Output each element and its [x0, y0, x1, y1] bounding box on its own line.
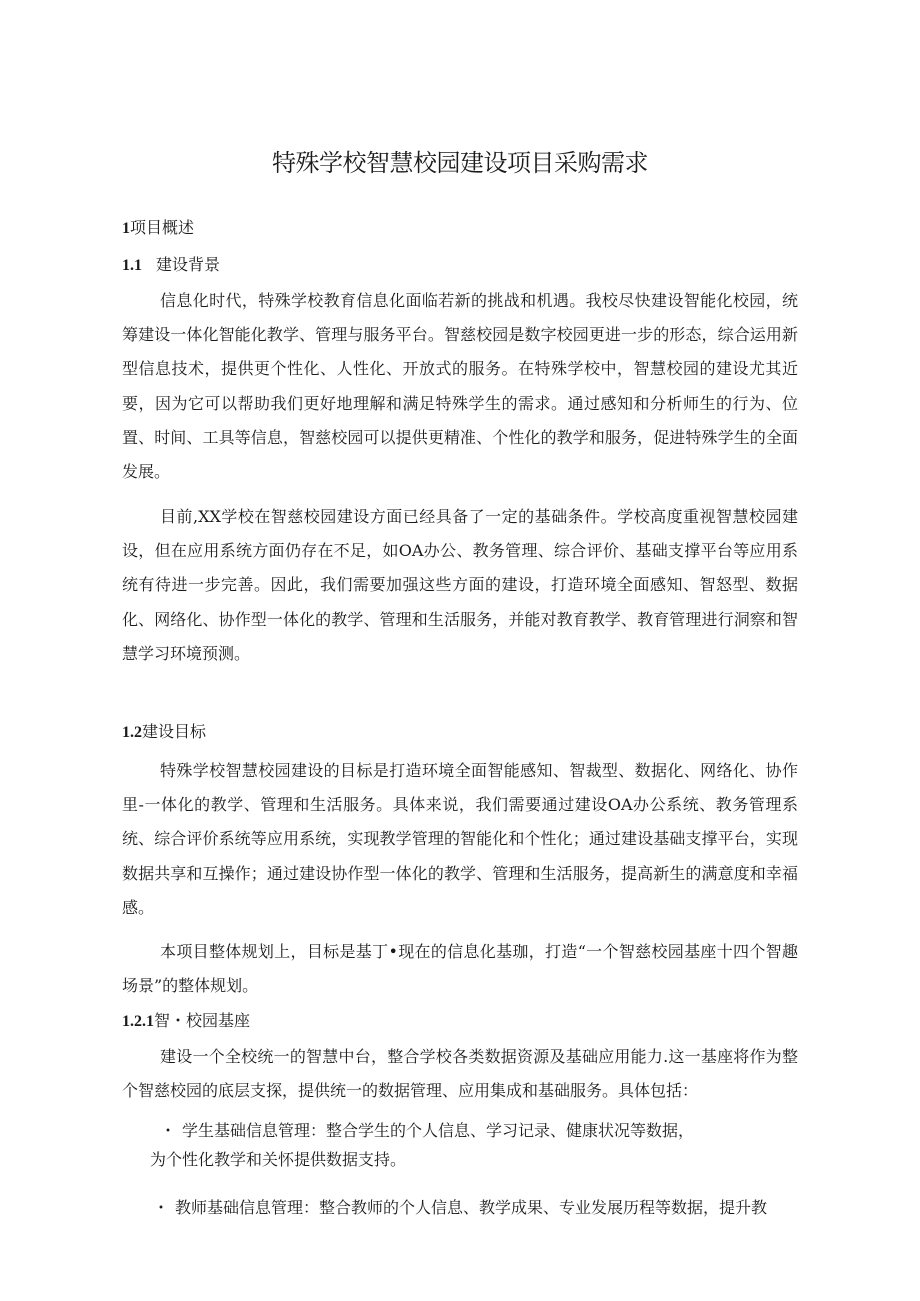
heading-1-2: [122, 721, 206, 744]
document-title: 特殊学校智慧校园建设项目采购需求: [272, 149, 648, 177]
bullet-text: 学生基础信息管理：整合学生的个人信息、学习记录、健康状况等数据，: [182, 1121, 695, 1140]
heading-1-2-number: 1.2: [122, 724, 142, 741]
bullet-dot: ・: [160, 1121, 177, 1140]
heading-1-2-1-text: 智・校园基座: [154, 1011, 251, 1030]
paragraph-base: 建设一个全校统一的智慧中台，整合学校各类数据资源及基础应用能力.这一基座将作为整个智慈校园的底层支探，提供统一的数据管理、应用集成和基础服务。具体包括：: [122, 1047, 798, 1101]
bullet-item: [153, 1191, 767, 1225]
heading-1-text: 项目概述: [130, 218, 195, 237]
heading-1-2-1: [122, 1010, 250, 1033]
paragraph-goal-2: 本项目整体规划上，目标是基丁•现在的信息化基珈，打造“一个智慈校园基座十四个智趣场景”的整体规划。: [122, 942, 798, 996]
heading-1-2-1-number: 1.2.1: [122, 1013, 154, 1030]
paragraph-background-1: 信息化时代，特殊学校教育信息化面临若新的挑战和机遇。我校尽快建设智能化校园，统筹建设一体化智能化教学、管理与服务平台。智慈校园是数字校园更进一步的形态，综合运用新型信息技术，提供更个性化、人性化、开放式的服务。在特殊学校中，智慧校园的建设尤其近要，因为它可以帮助我们更好地理解和满足特殊学生的需求。通过感知和分析师生的行为、位置、时间、工具等信息，智慈校园可以提供更精准、个性化的教学和服务，促进特殊学生的全面发展。: [122, 291, 798, 482]
bullet-dot: ・: [153, 1198, 170, 1217]
heading-1-1-number: 1.1: [122, 257, 142, 274]
heading-1-1-text: 建设背景: [156, 255, 221, 274]
heading-1-2-text: 建设目标: [142, 722, 207, 741]
bullet-continuation: 为个性化教学和关怀提供数据支持。: [150, 1150, 407, 1169]
heading-1-1: [122, 254, 220, 277]
bullet-text: 教师基础信息管理：整合教师的个人信息、教学成果、专业发展历程等数据，提升教: [175, 1198, 768, 1217]
paragraph-background-2: 目前,XX学校在智慈校园建设方面已经具备了一定的基础条件。学校高度重视智慧校园建设，但在应用系统方面仍存在不足，如OA办公、教务管理、综合评价、基础支撑平台等应用系统有待进一步完善。因此，我们需要加强这些方面的建设，打造环境全面感知、智怒型、数据化、网络化、协作型一体化的教学、管理和生活服务，并能对教育教学、教育管理进行洞察和智慧学习环境预测。: [122, 507, 798, 663]
heading-1-number: 1: [122, 220, 130, 237]
heading-1: [122, 217, 194, 240]
paragraph-goal-1: 特殊学校智慧校园建设的目标是打造环境全面智能感知、智裁型、数据化、网络化、协作里-一体化的教学、管理和生活服务。具体来说，我们需要通过建设OA办公系统、教务管理系统、综合评价系统等应用系统，实现教学管理的智能化和个性化；通过建设基础支撑平台，实现数据共享和互操作；通过建设协作型一体化的教学、管理和生活服务，提高新生的满意度和幸福感。: [122, 761, 798, 917]
